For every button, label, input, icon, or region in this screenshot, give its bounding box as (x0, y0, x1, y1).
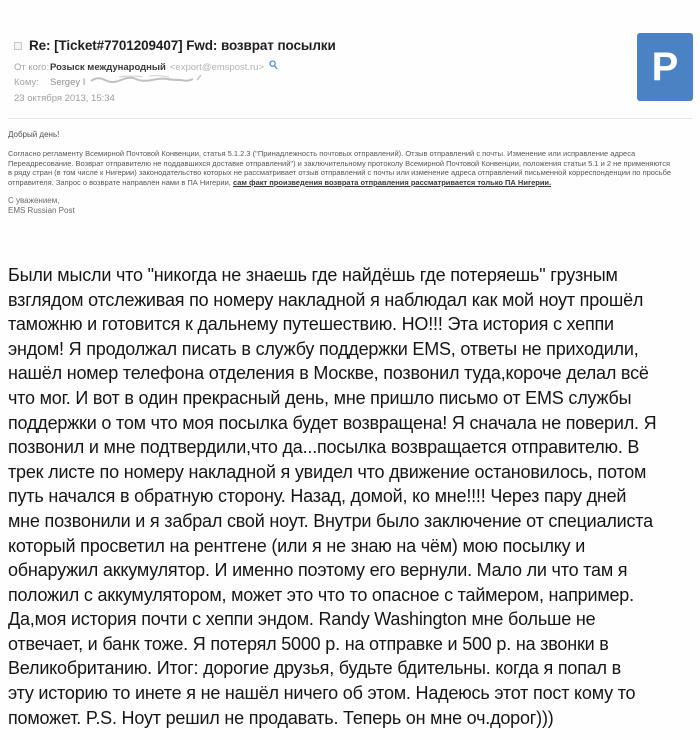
email-subject: Re: [Ticket#7701209407] Fwd: возврат посылки (29, 38, 336, 53)
header-divider (8, 118, 692, 119)
text-line: поддержки о том что моя посылка будет возвращена! Я сначала не поверил. Я (8, 412, 657, 433)
message-checkbox[interactable] (14, 42, 22, 50)
text-line: положил с аккумулятором, может это что то опасное с таймером, например. (8, 584, 634, 605)
text-line: таможню и готовится к дальнему путешествию. НО!!! Эта история с хеппи (8, 314, 614, 335)
from-name: Розыск международный (50, 61, 166, 73)
text-line: отвечает, и банк тоже. Я потерял 5000 р. на отправке и 500 р. на звонки в (8, 633, 609, 654)
signature-block (8, 196, 692, 216)
text-line: что мог. И вот в один прекрасный день, мне пришло письмо от EMS службы (8, 387, 632, 408)
post-logo: P (637, 33, 693, 101)
from-address: <export@emspost.ru> (169, 61, 265, 73)
email-header (0, 0, 700, 105)
text-line: Согласно регламенту Всемирной Почтовой Конвенции, статья 5.1.2.3 ("Принадлежность почтовых отправлений). Отзыв отправлений с почты. Изменение или исправление адреса (8, 149, 636, 158)
subject-row (14, 38, 686, 53)
from-row (14, 60, 686, 74)
redacted-scribble (89, 74, 207, 90)
text-line: трек листе по номеру накладной я увидел что движение остановилось, потом (8, 461, 647, 482)
regulation-paragraph (8, 149, 692, 187)
text-line: Были мысли что "никогда не знаешь где найдёшь где потеряешь" грузным (8, 264, 618, 285)
text-line: путь начался в обратную сторону. Назад, домой, ко мне!!!! Через пару дней (8, 486, 627, 507)
signature-name: EMS Russian Post (8, 206, 75, 216)
text-line: нашёл номер телефона отделения в Москве, позвонил туда,короче делал всё (8, 363, 649, 384)
text-line: эндом! Я продолжал писать в службу поддержки EMS, ответы не приходили, (8, 338, 639, 359)
regulation-last-prefix: отправителя. Запрос о возврате направлен нами в ПА Нигерии, (8, 177, 233, 187)
text-line: позвонил и мне подтвердили,что да...посылка возвращается отправителю. В (8, 437, 640, 458)
greeting-text: Добрый день! (8, 130, 60, 139)
text-line: в ряду стран (в том числе к Нигерии) законодательство которых не рассматривает отзыв отправлений с почты или изменение адреса отправлений письменной корреспонденции по просьбе (8, 168, 672, 178)
text-line: Да,моя история почти с хеппи эндом. Randy Washington мне больше не (8, 609, 596, 630)
text-line: Переадресование. Возврат отправителю не поддавшихся доставке отправлений") и заключительному протоколу Всемирной Почтовой Конвенции, положения статьи 5.1 и 2 не применяются (8, 158, 671, 168)
regulation-last-line (8, 178, 692, 188)
text-line: обнаружил аккумулятор. И именно поэтому его вернули. Мало ли что там я (8, 560, 628, 581)
text-line: взглядом отслеживая по номеру накладной я наблюдал как мой ноут прошёл (8, 289, 644, 310)
text-line: эту историю то инете я не нашёл ничего об этом. Надеюсь этот пост кому то (8, 683, 636, 704)
regulation-emphasis: сам факт произведения возврата отправления рассматривается только ПА Нигерии. (232, 177, 552, 187)
text-line: Великобританию. Итог: дорогие друзья, будьте бдительны. когда я попал в (8, 658, 622, 679)
search-icon[interactable] (269, 60, 278, 74)
to-row (14, 74, 686, 90)
story-text (0, 263, 700, 730)
ems-reply-message (0, 130, 700, 216)
email-date: 23 октября 2013, 15:34 (14, 93, 115, 104)
text-line: поможет. P.S. Ноут решил не продавать. Теперь он мне оч.дорог))) (8, 707, 554, 728)
from-label: От кого: (14, 61, 50, 73)
regulation-lines (8, 149, 692, 178)
to-name: Sergey I (50, 76, 86, 88)
text-line: который просветил на рентгене (или я не знаю на чём) мою посылку и (8, 535, 586, 556)
email-meta (14, 60, 686, 105)
to-label: Кому: (14, 76, 39, 88)
signoff-text: С уважением, (8, 196, 60, 206)
text-line: мне позвонили и я забрал свой ноут. Внутри было заключение от специалиста (8, 510, 653, 531)
